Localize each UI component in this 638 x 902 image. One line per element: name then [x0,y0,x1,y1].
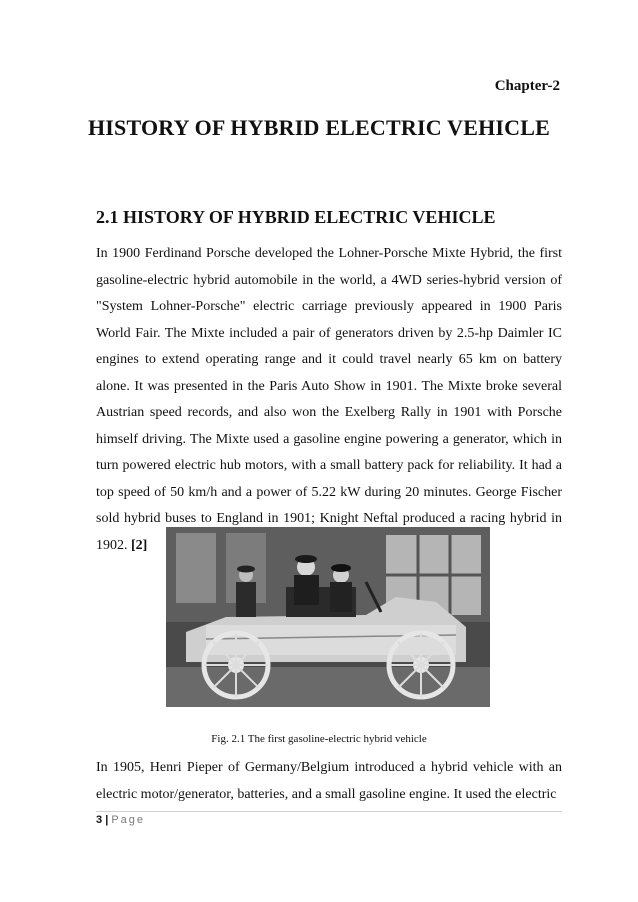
footer-divider [96,811,562,812]
citation: [2] [131,537,148,553]
page-number: 3 [96,814,103,826]
chapter-title: HISTORY OF HYBRID ELECTRIC VEHICLE [87,115,551,140]
figure-caption: Fig. 2.1 The first gasoline-electric hybrid vehicle [211,733,427,745]
paragraph-1-text: In 1900 Ferdinand Porsche developed the Lohner-Porsche Mixte Hybrid, the first gasoline-electric hybrid automobile in the world, a 4WD series-hybrid version of "System Lohner-Porsche" electric carriage previously appeared in 1900 Paris World Fair. The Mixte included a pair of generators driven by 2.5-hp Daimler IC engines to extend operating range and it could travel nearly 65 km on battery alone. It was presented in the Paris Auto Show in 1901. The Mixte broke several Austrian speed records, and also won the Exelberg Rally in 1901 with Porsche himself driving. The Mixte used a gasoline engine powering a generator, which in turn powered electric hub motors, with a small battery pack for reliability. It had a top speed of 50 km/h and a power of 5.22 kW during 20 minutes. George Fischer sold hybrid buses to England in 1901; Knight Neftal produced a racing hybrid in 1902. [96,246,562,553]
paragraph-1 [96,241,562,559]
section-title: 2.1 HISTORY OF HYBRID ELECTRIC VEHICLE [96,207,496,227]
chapter-label: Chapter-2 [494,78,560,94]
vintage-car-illustration [166,527,490,707]
page-label: Page [111,814,146,826]
hybrid-vehicle-photo [166,527,490,707]
paragraph-2: In 1905, Henri Pieper of Germany/Belgium introduced a hybrid vehicle with an electric motor/generator, batteries, and a small gasoline engine. It used the electric [96,760,562,802]
page-footer [96,814,145,826]
page-separator: | [105,814,109,826]
